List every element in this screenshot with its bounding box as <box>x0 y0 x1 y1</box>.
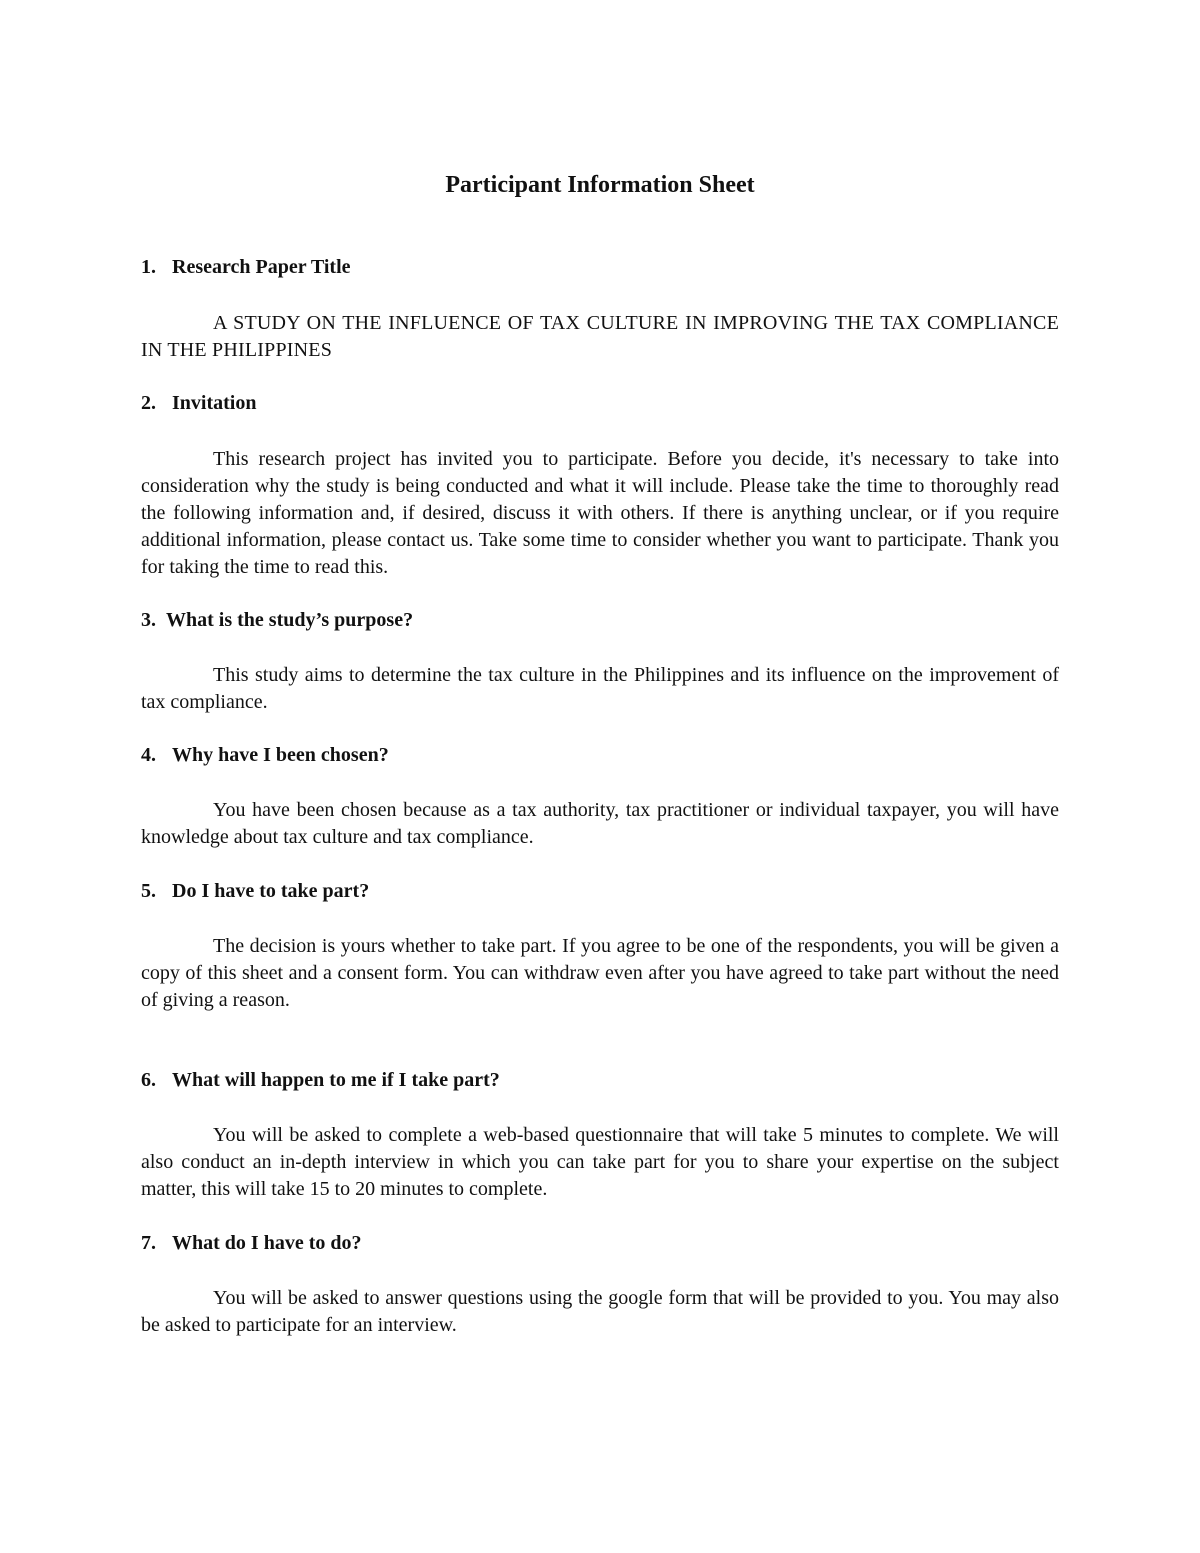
section-heading-5 <box>141 878 369 905</box>
section-heading-2 <box>141 390 256 417</box>
section-title: Do I have to take part? <box>172 880 370 902</box>
section-heading-3 <box>141 607 413 634</box>
section-title: Research Paper Title <box>172 256 351 278</box>
section-heading-6 <box>141 1067 500 1094</box>
section-body-3: This study aims to determine the tax culture in the Philippines and its influence on the improvement of tax compliance. <box>141 664 1059 713</box>
section-number: 3. <box>141 609 156 631</box>
section-number: 7. <box>141 1232 156 1254</box>
section-title: What do I have to do? <box>172 1232 362 1254</box>
section-title: Why have I been chosen? <box>172 744 389 766</box>
page-title: Participant Information Sheet <box>445 172 755 198</box>
section-number: 2. <box>141 392 156 414</box>
section-body-4: You have been chosen because as a tax authority, tax practitioner or individual taxpayer, you will have knowledge about tax culture and tax compliance. <box>141 799 1059 848</box>
section-number: 6. <box>141 1069 156 1091</box>
section-body-6: You will be asked to complete a web-based questionnaire that will take 5 minutes to complete. We will also conduct an in-depth interview in which you can take part for you to share your expertise on the subject matter, this will take 15 to 20 minutes to complete. <box>141 1124 1059 1200</box>
section-number: 5. <box>141 880 156 902</box>
section-heading-1 <box>141 254 351 281</box>
section-body-2: This research project has invited you to participate. Before you decide, it's necessary to take into consideration why the study is being conducted and what it will include. Please take the time to thoroughly read the following information and, if desired, discuss it with others. If there is anything unclear, or if you require additional information, please contact us. Take some time to consider whether you want to participate. Thank you for taking the time to read this. <box>141 448 1059 578</box>
section-body-1: A STUDY ON THE INFLUENCE OF TAX CULTURE IN IMPROVING THE TAX COMPLIANCE IN THE PHILIPPINES <box>141 312 1059 361</box>
section-title: What is the study’s purpose? <box>166 609 414 631</box>
section-heading-7 <box>141 1230 361 1257</box>
section-number: 1. <box>141 256 156 278</box>
section-heading-4 <box>141 742 389 769</box>
section-body-7: You will be asked to answer questions using the google form that will be provided to you. You may also be asked to participate for an interview. <box>141 1287 1059 1336</box>
section-number: 4. <box>141 744 156 766</box>
section-body-5: The decision is yours whether to take part. If you agree to be one of the respondents, you will be given a copy of this sheet and a consent form. You can withdraw even after you have agreed to take part without the need of giving a reason. <box>141 935 1059 1011</box>
section-title: What will happen to me if I take part? <box>172 1069 500 1091</box>
section-title: Invitation <box>172 392 257 414</box>
